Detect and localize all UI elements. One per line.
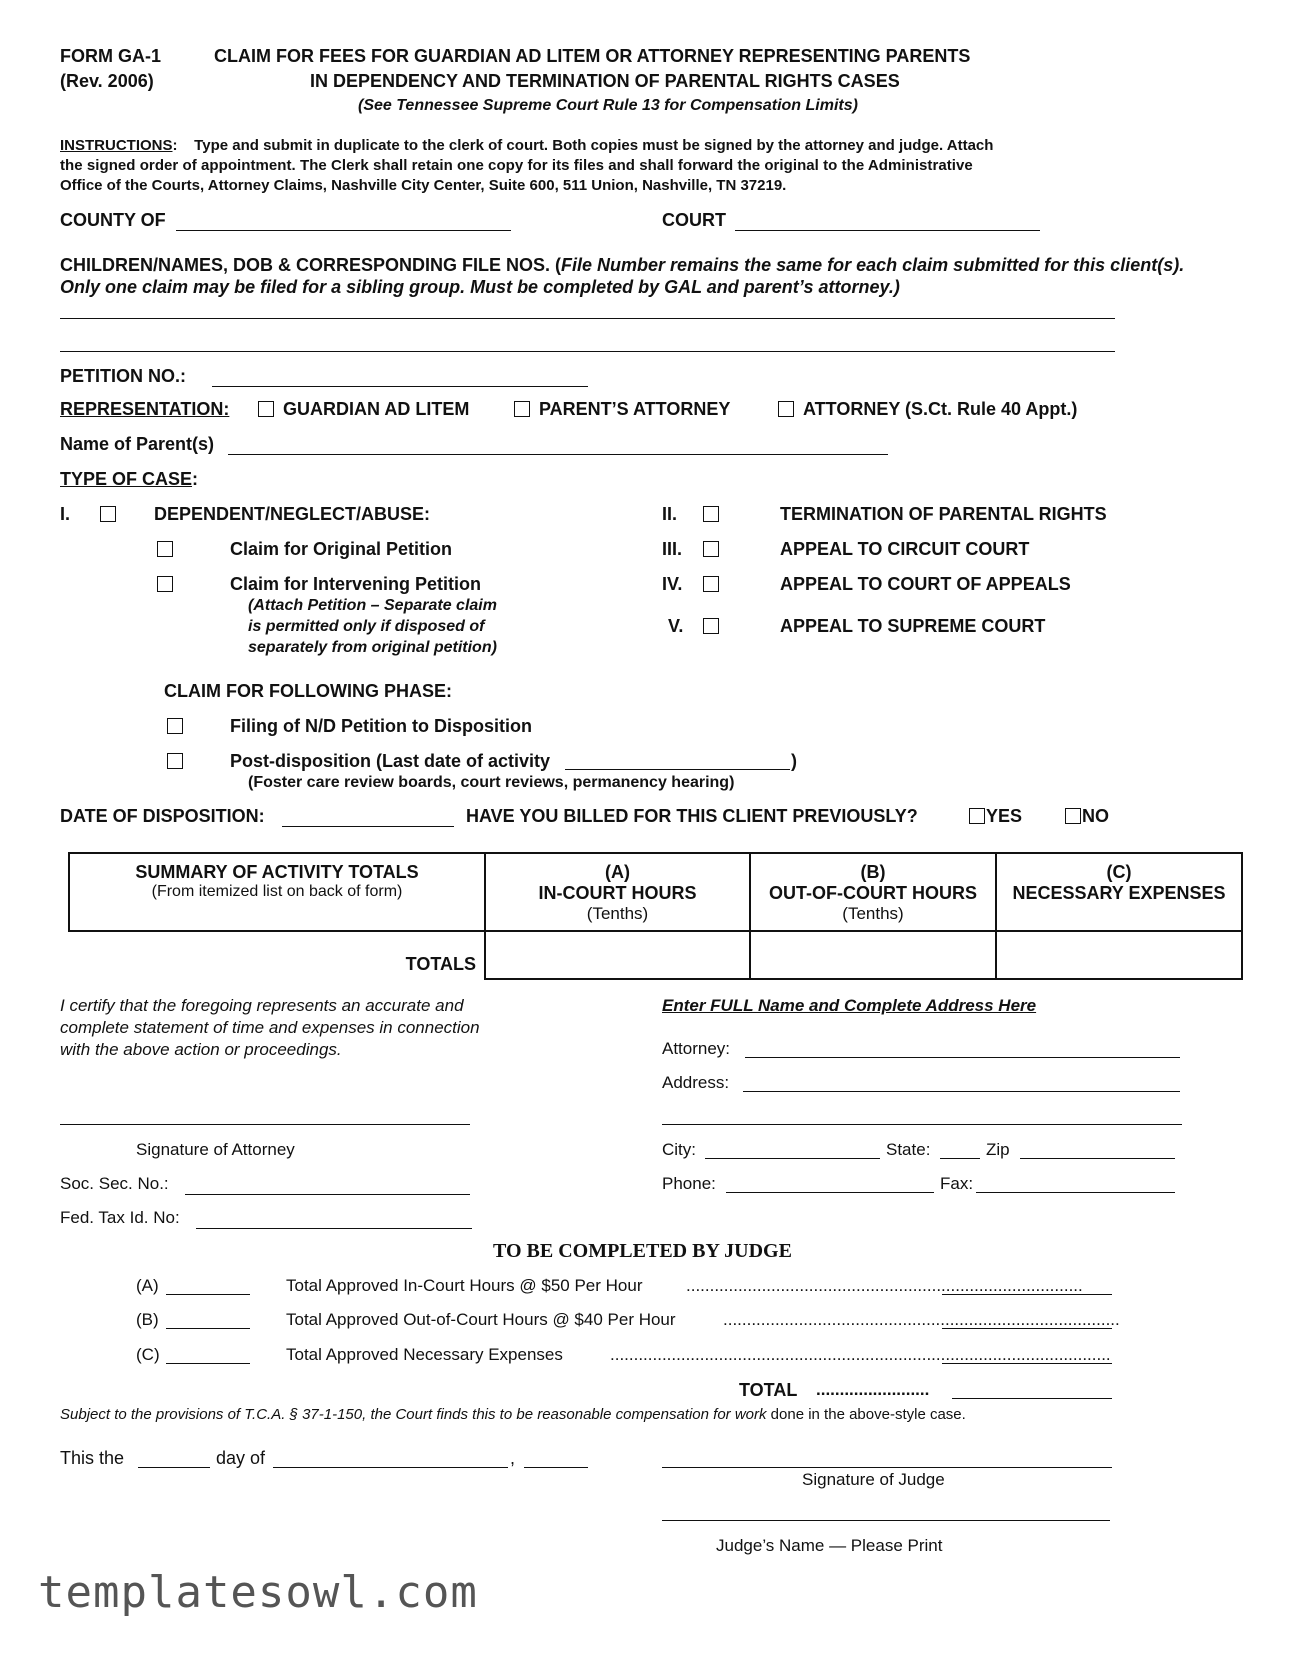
case-iv-numeral: IV. <box>662 574 683 594</box>
attorney-name-field[interactable] <box>745 1057 1180 1058</box>
col-b-title: OUT-OF-COURT HOURS <box>769 883 977 903</box>
year-field[interactable] <box>524 1467 588 1468</box>
case-ii-numeral: II. <box>662 504 678 524</box>
judge-row-c-label: Total Approved Necessary Expenses <box>286 1345 563 1364</box>
case-iii-label: APPEAL TO CIRCUIT COURT <box>780 539 1030 559</box>
col-a-letter: (A) <box>605 862 630 882</box>
total-out-of-court-hours-field[interactable] <box>750 931 996 979</box>
phase-filing-checkbox[interactable] <box>167 718 183 734</box>
court-field[interactable] <box>735 230 1040 231</box>
col-c-letter: (C) <box>1106 862 1132 882</box>
rep-rule40-label: ATTORNEY (S.Ct. Rule 40 Appt.) <box>803 399 1078 419</box>
summary-table <box>68 852 1243 980</box>
col-c-title: NECESSARY EXPENSES <box>1012 883 1226 903</box>
intervening-note-line1: (Attach Petition – Separate claim <box>248 597 497 614</box>
type-of-case-label: TYPE OF CASE: <box>60 469 199 489</box>
case-v-checkbox[interactable] <box>703 618 719 634</box>
phase-label: CLAIM FOR FOLLOWING PHASE: <box>164 681 452 701</box>
judge-row-b-amount-field[interactable] <box>942 1328 1112 1329</box>
address-heading: Enter FULL Name and Complete Address Here <box>662 996 1037 1015</box>
judge-total-leader: ........................ <box>816 1380 930 1399</box>
total-in-court-hours-field[interactable] <box>485 931 750 979</box>
phase-post-checkbox[interactable] <box>167 753 183 769</box>
day-field[interactable] <box>138 1467 210 1468</box>
rep-gal-label: GUARDIAN AD LITEM <box>283 399 470 419</box>
state-label: State: <box>886 1140 931 1159</box>
tax-id-label: Fed. Tax Id. No: <box>60 1208 180 1227</box>
attorney-name-label: Attorney: <box>662 1039 731 1058</box>
col-c-header <box>996 853 1242 931</box>
judge-total-field[interactable] <box>952 1398 1112 1399</box>
form-subtitle: (See Tennessee Supreme Court Rule 13 for Compensation Limits) <box>358 97 858 114</box>
fax-label: Fax: <box>940 1174 974 1193</box>
totals-label-cell <box>69 931 485 979</box>
billed-no-label: NO <box>1082 806 1109 826</box>
case-ii-label: TERMINATION OF PARENTAL RIGHTS <box>780 504 1107 524</box>
instructions-label: INSTRUCTIONS <box>60 137 173 154</box>
day-of-label: day of <box>216 1448 266 1468</box>
form-title-line1: CLAIM FOR FEES FOR GUARDIAN AD LITEM OR ATTORNEY REPRESENTING PARENTS <box>214 46 971 66</box>
phone-label: Phone: <box>662 1174 716 1193</box>
col-a-sub: (Tenths) <box>586 904 649 923</box>
watermark-text: templatesowl.com <box>38 1567 478 1618</box>
city-field[interactable] <box>705 1158 880 1159</box>
disposition-label: DATE OF DISPOSITION: <box>60 806 265 826</box>
instructions-line1: INSTRUCTIONS: Type and submit in duplicate to the clerk of court. Both copies must be signed by the attorney and judge. Attach <box>60 137 994 154</box>
judge-total-label: TOTAL <box>739 1380 798 1400</box>
judge-row-a-letter: (A) <box>136 1276 159 1295</box>
judge-name-field[interactable] <box>662 1520 1110 1521</box>
judge-row-c-leader: .......................................................................................................... <box>610 1345 1111 1364</box>
certify-line2: complete statement of time and expenses in connection <box>60 1018 480 1037</box>
zip-label: Zip <box>986 1140 1010 1159</box>
phase-filing-label: Filing of N/D Petition to Disposition <box>230 716 532 736</box>
billed-yes-checkbox[interactable] <box>969 808 985 824</box>
form-id: FORM GA-1 <box>60 46 161 66</box>
phase-post-close: ) <box>791 751 797 771</box>
original-petition-label: Claim for Original Petition <box>230 539 453 559</box>
this-the-label: This the <box>60 1448 125 1468</box>
judge-heading: TO BE COMPLETED BY JUDGE <box>493 1240 792 1262</box>
intervening-note-line3: separately from original petition) <box>248 639 497 656</box>
tax-id-field[interactable] <box>196 1228 472 1229</box>
summary-title: SUMMARY OF ACTIVITY TOTALS <box>135 862 419 882</box>
case-iv-checkbox[interactable] <box>703 576 719 592</box>
summary-header-cell <box>69 853 485 931</box>
provision-text: Subject to the provisions of T.C.A. § 37-1-150, the Court finds this to be reasonable compensation for work done in the above-style case. <box>60 1406 966 1423</box>
attorney-signature-label: Signature of Attorney <box>136 1140 295 1159</box>
case-v-numeral: V. <box>668 616 684 636</box>
case-i-label: DEPENDENT/NEGLECT/ABUSE: <box>154 504 431 524</box>
parents-field[interactable] <box>228 454 888 455</box>
state-field[interactable] <box>940 1158 980 1159</box>
judge-row-b-leader: .................................................................................... <box>723 1310 1120 1329</box>
rep-parent-attorney-label: PARENT’S ATTORNEY <box>539 399 731 419</box>
rep-parent-attorney-checkbox[interactable] <box>514 401 530 417</box>
children-note: Only one claim may be filed for a sibling group. Must be completed by GAL and parent’s attorney.) <box>60 277 900 297</box>
children-field-line2[interactable] <box>60 351 1115 352</box>
last-activity-date-field[interactable] <box>565 769 790 770</box>
case-i-numeral: I. <box>60 504 71 524</box>
case-iii-numeral: III. <box>662 539 683 559</box>
address-field-line2[interactable] <box>662 1124 1182 1125</box>
rep-gal-checkbox[interactable] <box>258 401 274 417</box>
phase-post-label: Post-disposition (Last date of activity <box>230 751 551 771</box>
phone-field[interactable] <box>726 1192 934 1193</box>
col-a-title: IN-COURT HOURS <box>538 883 697 903</box>
judge-row-a-hours-field[interactable] <box>166 1294 250 1295</box>
children-label: CHILDREN/NAMES, DOB & CORRESPONDING FILE NOS. (File Number remains the same for each claim submitted for this client(s). <box>60 255 1185 275</box>
intervening-petition-checkbox[interactable] <box>157 576 173 592</box>
case-v-label: APPEAL TO SUPREME COURT <box>780 616 1046 636</box>
petition-label: PETITION NO.: <box>60 366 186 386</box>
judge-row-b-hours-field[interactable] <box>166 1328 250 1329</box>
judge-row-c-letter: (C) <box>136 1345 160 1364</box>
county-field[interactable] <box>176 230 511 231</box>
city-label: City: <box>662 1140 696 1159</box>
intervening-note-line2: is permitted only if disposed of <box>248 618 485 635</box>
date-comma: , <box>510 1448 516 1468</box>
col-b-sub: (Tenths) <box>842 904 904 923</box>
billed-question: HAVE YOU BILLED FOR THIS CLIENT PREVIOUSLY? <box>466 806 918 826</box>
judge-row-a-amount-field[interactable] <box>942 1294 1112 1295</box>
instructions-line3: Office of the Courts, Attorney Claims, Nashville City Center, Suite 600, 511 Union, Nashville, TN 37219. <box>60 177 787 194</box>
case-iv-label: APPEAL TO COURT OF APPEALS <box>780 574 1071 594</box>
judge-signature-label: Signature of Judge <box>802 1470 945 1489</box>
judge-signature-field[interactable] <box>662 1467 1112 1468</box>
case-ii-checkbox[interactable] <box>703 506 719 522</box>
representation-label: REPRESENTATION: <box>60 399 230 419</box>
parents-label: Name of Parent(s) <box>60 434 215 454</box>
judge-row-a-label: Total Approved In-Court Hours @ $50 Per Hour <box>286 1276 643 1295</box>
ssn-label: Soc. Sec. No.: <box>60 1174 169 1193</box>
total-expenses-field[interactable] <box>996 931 1242 979</box>
certify-line1: I certify that the foregoing represents an accurate and <box>60 996 464 1015</box>
attorney-signature-field[interactable] <box>60 1124 470 1125</box>
col-a-header <box>485 853 750 931</box>
ssn-field[interactable] <box>185 1194 470 1195</box>
billed-yes-label: YES <box>986 806 1023 826</box>
court-label: COURT <box>662 210 726 230</box>
col-b-letter: (B) <box>860 862 886 882</box>
phase-post-note: (Foster care review boards, court reviews, permanency hearing) <box>248 774 735 791</box>
fax-field[interactable] <box>976 1192 1175 1193</box>
summary-subtitle: (From itemized list on back of form) <box>151 883 403 900</box>
original-petition-checkbox[interactable] <box>157 541 173 557</box>
case-iii-checkbox[interactable] <box>703 541 719 557</box>
judge-row-a-leader: .................................................................................... <box>686 1276 1083 1295</box>
certify-line3: with the above action or proceedings. <box>60 1040 342 1059</box>
address-field-line1[interactable] <box>743 1091 1180 1092</box>
petition-field[interactable] <box>212 386 588 387</box>
instructions-line2: the signed order of appointment. The Clerk shall retain one copy for its files and shall forward the original to the Administrative <box>60 157 973 174</box>
billed-no-checkbox[interactable] <box>1065 808 1081 824</box>
county-label: COUNTY OF <box>60 210 166 230</box>
zip-field[interactable] <box>1020 1158 1175 1159</box>
disposition-date-field[interactable] <box>282 826 454 827</box>
judge-name-label: Judge’s Name — Please Print <box>716 1536 943 1555</box>
totals-label: TOTALS <box>405 954 476 974</box>
col-b-header <box>750 853 996 931</box>
rep-rule40-checkbox[interactable] <box>778 401 794 417</box>
month-field[interactable] <box>273 1467 508 1468</box>
form-revision: (Rev. 2006) <box>60 71 154 91</box>
judge-row-b-letter: (B) <box>136 1310 159 1329</box>
judge-row-c-amount-field[interactable] <box>942 1363 1112 1364</box>
address-label: Address: <box>662 1073 730 1092</box>
judge-row-c-expenses-field[interactable] <box>166 1363 250 1364</box>
form-title-line2: IN DEPENDENCY AND TERMINATION OF PARENTAL RIGHTS CASES <box>310 71 900 91</box>
case-i-checkbox[interactable] <box>100 506 116 522</box>
judge-row-b-label: Total Approved Out-of-Court Hours @ $40 Per Hour <box>286 1310 676 1329</box>
intervening-petition-label: Claim for Intervening Petition <box>230 574 482 594</box>
children-field-line1[interactable] <box>60 318 1115 319</box>
